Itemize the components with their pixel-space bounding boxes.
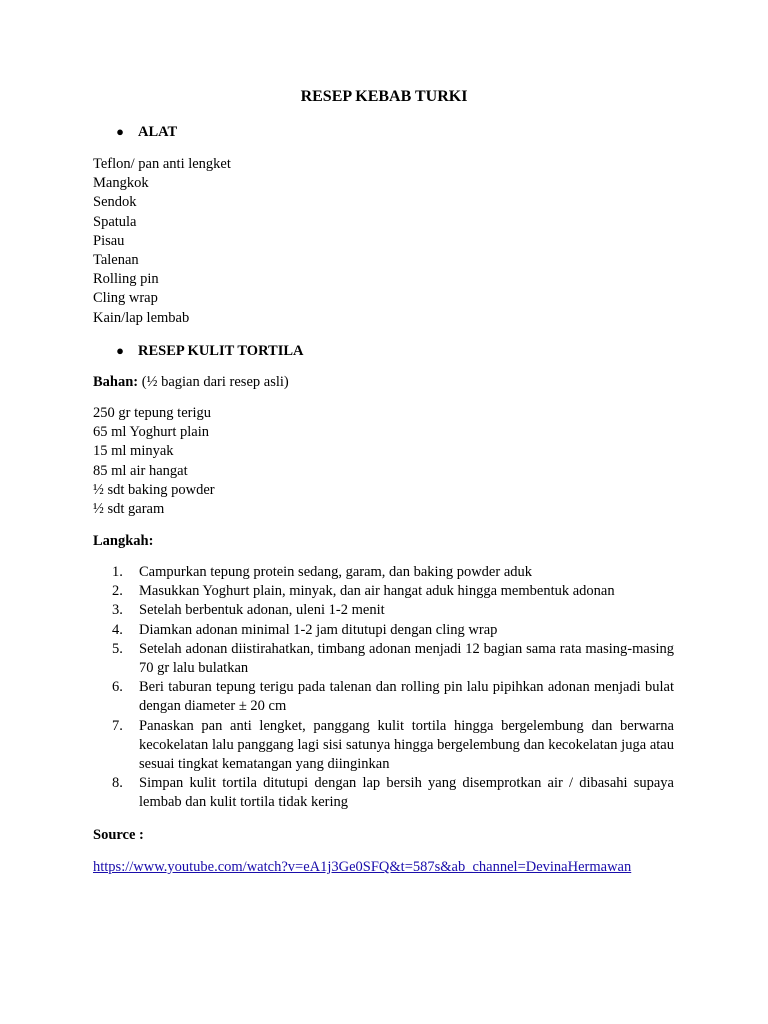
- step-number: 8.: [112, 775, 123, 792]
- tool-item: Rolling pin: [93, 271, 159, 288]
- tool-item: Talenan: [93, 252, 139, 269]
- tool-item: Sendok: [93, 194, 137, 211]
- bullet-icon: ●: [116, 343, 124, 358]
- bullet-icon: ●: [116, 124, 124, 139]
- step-item: [112, 601, 674, 620]
- ingredient-item: 250 gr tepung terigu: [93, 405, 211, 421]
- step-number: 4.: [112, 621, 123, 638]
- step-item: [112, 640, 674, 678]
- step-item: [112, 717, 674, 775]
- step-number: 5.: [112, 640, 123, 657]
- ingredient-item: ½ sdt baking powder: [93, 481, 215, 498]
- step-number: 2.: [112, 583, 123, 600]
- section-heading-text: RESEP KULIT TORTILA: [138, 343, 304, 359]
- tool-item: Cling wrap: [93, 290, 158, 307]
- steps-label: Langkah:: [93, 533, 154, 549]
- step-text: Diamkan adonan minimal 1-2 jam ditutupi dengan cling wrap: [139, 621, 498, 638]
- ingredients-note: (½ bagian dari resep asli): [141, 374, 289, 390]
- ingredient-item: ½ sdt garam: [93, 501, 165, 518]
- tool-item: Spatula: [93, 213, 137, 230]
- step-text: Panaskan pan anti lengket, panggang kulit tortila hingga bergelembung dan berwarna kecokelatan lalu panggang lagi sisi satunya hingga bergelembung dan kecokelatan juga atau sesuai tingkat kematangan yang diinginkan: [139, 717, 674, 773]
- step-number: 1.: [112, 564, 123, 580]
- tool-item: Mangkok: [93, 175, 149, 192]
- step-item: [112, 774, 674, 812]
- ingredient-item: 65 ml Yoghurt plain: [93, 424, 210, 441]
- source-label: Source :: [93, 827, 144, 843]
- steps-list: [112, 563, 674, 813]
- tool-item: Pisau: [93, 232, 125, 249]
- ingredients-label: [93, 373, 289, 392]
- step-number: 7.: [112, 717, 123, 734]
- ingredients-list: [93, 404, 683, 519]
- step-item: [112, 582, 674, 601]
- step-number: 3.: [112, 602, 123, 619]
- step-text: Setelah berbentuk adonan, uleni 1-2 menit: [139, 602, 385, 619]
- step-item: [112, 621, 674, 640]
- step-text: Beri taburan tepung terigu pada talenan dan rolling pin lalu pipihkan adonan menjadi bulat dengan diameter ± 20 cm: [139, 679, 674, 715]
- step-text: Simpan kulit tortila ditutupi dengan lap bersih yang disemprotkan air / dibasahi supaya lembab dan kulit tortila tidak kering: [139, 775, 674, 811]
- step-number: 6.: [112, 679, 123, 696]
- step-text: Setelah adonan diistirahatkan, timbang adonan menjadi 12 bagian sama rata masing-masing 70 gr lalu bulatkan: [139, 640, 674, 677]
- step-item: [112, 678, 674, 716]
- ingredient-item: 85 ml air hangat: [93, 462, 188, 479]
- section-heading-text: ALAT: [138, 124, 178, 140]
- step-text: Campurkan tepung protein sedang, garam, dan baking powder aduk: [139, 564, 533, 580]
- page-title: RESEP KEBAB TURKI: [300, 88, 468, 105]
- tool-item: Kain/lap lembab: [93, 309, 190, 326]
- source-link[interactable]: https://www.youtube.com/watch?v=eA1j3Ge0SFQ&t=587s&ab_channel=DevinaHermawan: [93, 859, 632, 875]
- step-item: [112, 563, 674, 582]
- tool-item: Teflon/ pan anti lengket: [93, 156, 231, 172]
- ingredient-item: 15 ml minyak: [93, 443, 174, 460]
- step-text: Masukkan Yoghurt plain, minyak, dan air hangat aduk hingga membentuk adonan: [139, 583, 615, 600]
- ingredients-label-bold: Bahan:: [93, 374, 139, 390]
- tools-list: [93, 155, 683, 328]
